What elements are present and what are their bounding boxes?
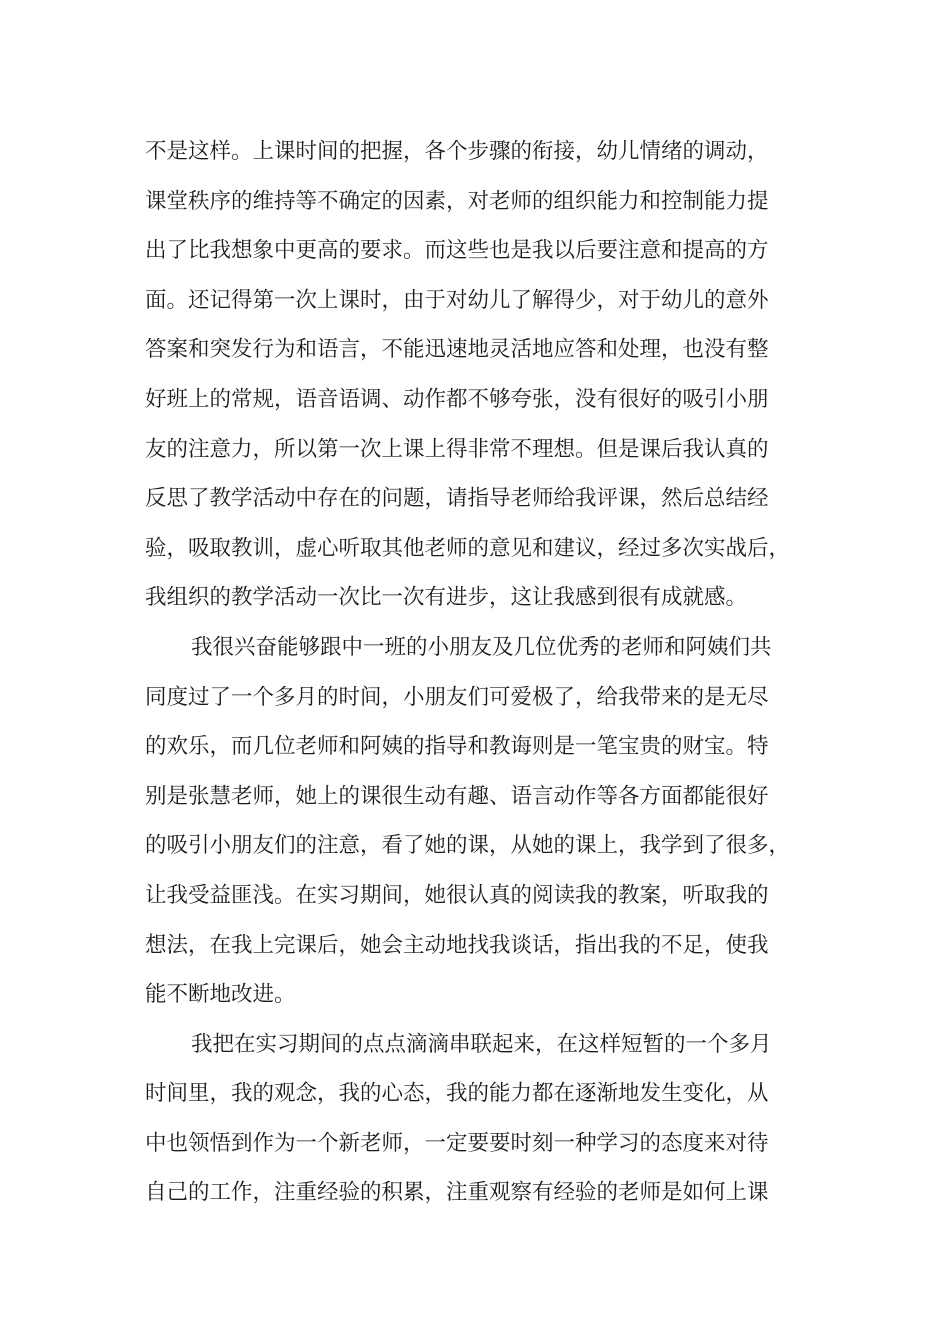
paragraph-first-line: 我把在实习期间的点点滴滴串联起来，在这样短暂的一个多月 [191, 1031, 772, 1057]
text-line: 验，吸取教训，虚心听取其他老师的意见和建议，经过多次实战后， [145, 535, 791, 561]
text-line: 的吸引小朋友们的注意，看了她的课，从她的课上，我学到了很多， [145, 833, 791, 859]
text-line: 自己的工作，注重经验的积累，注重观察有经验的老师是如何上课 [145, 1180, 769, 1206]
text-line: 别是张慧老师，她上的课很生动有趣、语言动作等各方面都能很好 [145, 783, 769, 809]
text-line: 同度过了一个多月的时间，小朋友们可爱极了，给我带来的是无尽 [145, 684, 769, 710]
text-line: 不是这样。上课时间的把握，各个步骤的衔接，幼儿情绪的调动， [145, 139, 769, 164]
text-line: 答案和突发行为和语言，不能迅速地灵活地应答和处理，也没有整 [145, 337, 769, 363]
text-line: 课堂秩序的维持等不确定的因素，对老师的组织能力和控制能力提 [145, 188, 769, 214]
text-line: 的欢乐，而几位老师和阿姨的指导和教诲则是一笔宝贵的财宝。特 [145, 734, 769, 760]
text-line: 出了比我想象中更高的要求。而这些也是我以后要注意和提高的方 [145, 238, 769, 264]
paragraph-first-line: 我很兴奋能够跟中一班的小朋友及几位优秀的老师和阿姨们共 [191, 634, 772, 660]
text-line: 我组织的教学活动一次比一次有进步，这让我感到很有成就感。 [145, 585, 748, 611]
body-text [145, 132, 815, 1223]
text-line: 能不断地改进。 [145, 982, 296, 1008]
text-line: 想法，在我上完课后，她会主动地找我谈话，指出我的不足，使我 [145, 932, 769, 958]
text-line: 面。还记得第一次上课时，由于对幼儿了解得少，对于幼儿的意外 [145, 287, 769, 313]
text-line: 好班上的常规，语音语调、动作都不够夸张，没有很好的吸引小朋 [145, 386, 769, 412]
text-line: 中也领悟到作为一个新老师，一定要要时刻一种学习的态度来对待 [145, 1130, 769, 1156]
text-line: 让我受益匪浅。在实习期间，她很认真的阅读我的教案，听取我的 [145, 882, 769, 908]
text-line: 时间里，我的观念，我的心态，我的能力都在逐渐地发生变化，从 [145, 1081, 769, 1107]
text-line: 反思了教学活动中存在的问题，请指导老师给我评课，然后总结经 [145, 486, 769, 512]
text-line: 友的注意力，所以第一次上课上得非常不理想。但是课后我认真的 [145, 436, 769, 462]
